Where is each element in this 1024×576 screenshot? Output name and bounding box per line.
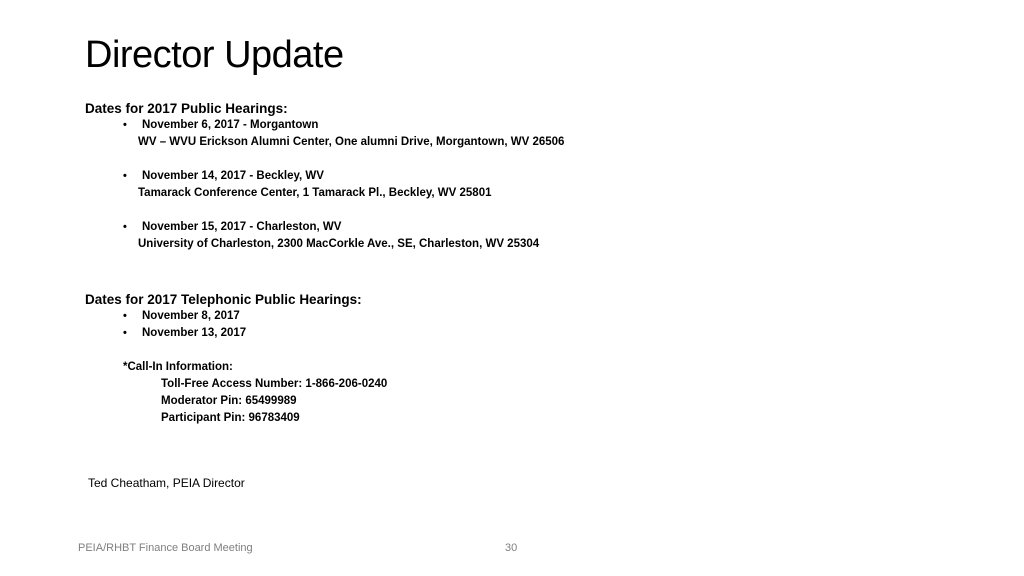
- telephonic-hearing-item-2: [85, 325, 985, 342]
- footer-text: PEIA/RHBT Finance Board Meeting: [78, 542, 253, 554]
- public-hearing-item-1: [85, 117, 985, 134]
- participant-pin: Participant Pin: 96783409: [161, 412, 300, 424]
- slide-title: Director Update: [85, 34, 344, 76]
- moderator-pin: Moderator Pin: 65499989: [161, 395, 297, 407]
- public-hearings-heading: Dates for 2017 Public Hearings:: [85, 101, 288, 116]
- public-hearing-venue-1: WV – WVU Erickson Alumni Center, One alumni Drive, Morgantown, WV 26506: [138, 136, 565, 148]
- telephonic-hearing-item-1: [85, 308, 985, 325]
- telephonic-hearing-date-2: November 13, 2017: [142, 327, 247, 339]
- public-hearing-date-1: November 6, 2017 - Morgantown: [142, 119, 319, 131]
- toll-free-number: Toll-Free Access Number: 1-866-206-0240: [161, 378, 388, 390]
- bullet-icon: •: [123, 119, 127, 131]
- public-hearing-item-2: [85, 168, 985, 185]
- bullet-icon: •: [123, 327, 127, 339]
- telephonic-hearings-heading: Dates for 2017 Telephonic Public Hearings:: [85, 292, 362, 307]
- public-hearing-date-2: November 14, 2017 - Beckley, WV: [142, 170, 324, 182]
- page-number: 30: [505, 542, 518, 554]
- public-hearing-venue-3: University of Charleston, 2300 MacCorkle Ave., SE, Charleston, WV 25304: [138, 238, 540, 250]
- callin-info-label: *Call-In Information:: [123, 361, 233, 373]
- bullet-icon: •: [123, 221, 127, 233]
- bullet-icon: •: [123, 310, 127, 322]
- bullet-icon: •: [123, 170, 127, 182]
- public-hearing-item-3: [85, 219, 985, 236]
- signature: Ted Cheatham, PEIA Director: [88, 476, 245, 490]
- public-hearing-venue-2: Tamarack Conference Center, 1 Tamarack Pl., Beckley, WV 25801: [138, 187, 492, 199]
- slide-content: [85, 100, 985, 427]
- telephonic-hearing-date-1: November 8, 2017: [142, 310, 240, 322]
- public-hearing-date-3: November 15, 2017 - Charleston, WV: [142, 221, 342, 233]
